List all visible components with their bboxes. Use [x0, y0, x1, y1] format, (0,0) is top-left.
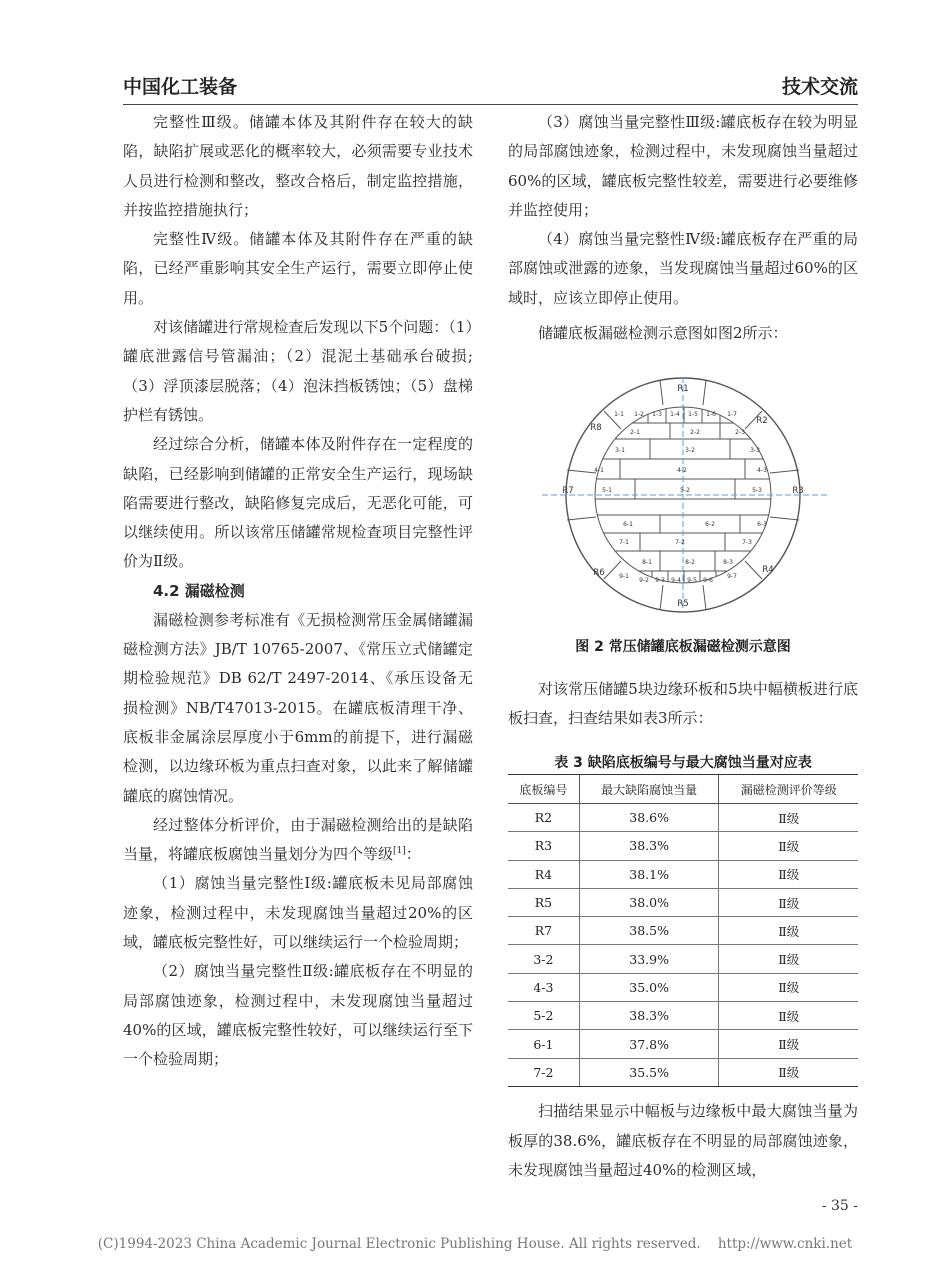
- corrosion-cell: 35.5%: [579, 1058, 719, 1086]
- plate-label: 8-2: [685, 559, 695, 566]
- table-header-row: [508, 775, 858, 804]
- plate-label: 7-3: [742, 539, 752, 546]
- rim-label: R5: [677, 599, 689, 609]
- corrosion-cell: 35.0%: [579, 973, 719, 1001]
- scan-paragraph-block: [508, 675, 858, 733]
- plate-label: 7-2: [675, 539, 685, 546]
- result-paragraph: 扫描结果显示中幅板与边缘板中最大腐蚀当量为板厚的38.6%，罐底板存在不明显的局部腐蚀迹象，未发现腐蚀当量超过40%的检测区域，: [508, 1102, 858, 1179]
- rim-label: R7: [562, 486, 574, 496]
- grade-cell: Ⅱ级: [719, 945, 858, 973]
- result-paragraph-block: [508, 1097, 858, 1186]
- plate-label: 9-1: [619, 573, 629, 580]
- plate-id-cell: 3-2: [508, 945, 579, 973]
- plate-label: 1-3: [652, 411, 662, 418]
- table-title: 表 3 缺陷底板编号与最大腐蚀当量对应表: [554, 755, 812, 771]
- plate-label: 1-1: [614, 411, 624, 418]
- plate-label: 9-2: [639, 577, 649, 584]
- plate-label: 5-2: [680, 487, 690, 494]
- centerlines: [542, 377, 828, 613]
- plate-labels: [594, 411, 767, 584]
- plate-label: 1-5: [688, 411, 698, 418]
- table-row: [508, 1002, 858, 1030]
- plate-label: 1-7: [727, 411, 737, 418]
- plate-label: 9-3: [655, 577, 665, 584]
- plate-label: 1-2: [634, 411, 644, 418]
- corrosion-cell: 33.9%: [579, 945, 719, 973]
- plate-id-cell: 5-2: [508, 1002, 579, 1030]
- grade-cell: Ⅱ级: [719, 973, 858, 1001]
- paragraph: [123, 811, 473, 870]
- figure-intro: 储罐底板漏磁检测示意图如图2所示：: [538, 324, 788, 343]
- table-row: [508, 1030, 858, 1058]
- rim-label: R8: [590, 423, 602, 433]
- plate-label: 8-3: [723, 559, 733, 566]
- paragraph: 漏磁检测参考标准有《无损检测常压金属储罐漏磁检测方法》JB/T 10765-2007、《常压立式储罐定期检验规范》DB 62/T 2497-2014、《承压设备无损检测》NB/T47013-2015。在罐底板清理干净、底板非金属涂层厚度小于6mm的前提下，进行漏磁检测，以边缘环板为重点扫查对象，以此来了解储罐罐底的腐蚀情况。: [123, 610, 473, 805]
- corrosion-cell: 38.3%: [579, 832, 719, 860]
- corrosion-cell: 38.0%: [579, 888, 719, 916]
- table-row: [508, 973, 858, 1001]
- plate-label: 1-4: [670, 411, 680, 418]
- rim-label: R3: [792, 486, 804, 496]
- page-number: - 35 -: [821, 1198, 858, 1214]
- figure-caption: 图 2 常压储罐底板漏磁检测示意图: [575, 639, 791, 655]
- plate-id-cell: 4-3: [508, 973, 579, 1001]
- table-row: [508, 1058, 858, 1086]
- plate-label: 3-2: [685, 447, 695, 454]
- plate-id-cell: R5: [508, 888, 579, 916]
- plate-id-cell: 6-1: [508, 1030, 579, 1058]
- plate-id-cell: R2: [508, 804, 579, 832]
- section-heading: 4.2 漏磁检测: [153, 581, 245, 600]
- grade-4-paragraph: （4）腐蚀当量完整性Ⅳ级:罐底板存在严重的局部腐蚀或泄露的迹象，当发现腐蚀当量超过60%的区域时，应该立即停止使用。: [508, 230, 858, 307]
- plate-label: 2-2: [690, 429, 700, 436]
- plate-label: 5-1: [602, 487, 612, 494]
- plate-label: 6-2: [705, 521, 715, 528]
- plate-id-cell: R4: [508, 860, 579, 888]
- plate-label: 2-3: [735, 429, 745, 436]
- table-row: [508, 917, 858, 945]
- paragraph-text: 经过整体分析评价，由于漏磁检测给出的是缺陷当量，将罐底板腐蚀当量划分为四个等级: [123, 815, 473, 864]
- plate-label: 4-2: [677, 467, 687, 474]
- grade-cell: Ⅱ级: [719, 832, 858, 860]
- citation: [1]: [393, 846, 406, 857]
- plate-label: 9-4: [671, 577, 681, 584]
- table-row: [508, 860, 858, 888]
- plate-label: 8-1: [642, 559, 652, 566]
- column-header: 最大缺陷腐蚀当量: [579, 775, 719, 804]
- paragraph: 对该储罐进行常规检查后发现以下5个问题：（1）罐底泄露信号管漏油；（2）混泥土基础承台破损;（3）浮顶漆层脱落；（4）泡沫挡板锈蚀；（5）盘梯护栏有锈蚀。: [123, 318, 473, 424]
- corrosion-cell: 37.8%: [579, 1030, 719, 1058]
- plate-id-cell: R3: [508, 832, 579, 860]
- plate-label: 6-3: [757, 521, 767, 528]
- grade-1-paragraph: （1）腐蚀当量完整性Ⅰ级:罐底板未见局部腐蚀迹象，检测过程中，未发现腐蚀当量超过20%的区域，罐底板完整性好，可以继续运行一个检验周期；: [123, 874, 473, 952]
- corrosion-cell: 38.3%: [579, 1002, 719, 1030]
- paragraph: 完整性Ⅳ级。储罐本体及其附件存在严重的缺陷，已经严重影响其安全生产运行，需要立即停止使用。: [123, 230, 473, 307]
- running-header: [123, 72, 858, 102]
- paragraph: 经过综合分析，储罐本体及附件存在一定程度的缺陷，已经影响到储罐的正常安全生产运行，现场缺陷需要进行整改，缺陷修复完成后，无恶化可能，可以继续使用。所以该常压储罐常规检查项目完整性评价为Ⅱ级。: [123, 435, 473, 571]
- grade-cell: Ⅱ级: [719, 888, 858, 916]
- table-row: [508, 945, 858, 973]
- corrosion-cell: 38.6%: [579, 804, 719, 832]
- right-column: [508, 108, 858, 348]
- plate-label: 3-3: [750, 447, 760, 454]
- paragraph-text: ：: [405, 845, 421, 864]
- plate-id-cell: R7: [508, 917, 579, 945]
- section-title: 技术交流: [781, 76, 858, 98]
- tank-bottom-diagram: [540, 375, 830, 615]
- rim-label: R1: [677, 384, 689, 394]
- corrosion-cell: 38.5%: [579, 917, 719, 945]
- table-row: [508, 804, 858, 832]
- grade-cell: Ⅱ级: [719, 804, 858, 832]
- left-column: [123, 108, 473, 1075]
- grade-cell: Ⅱ级: [719, 1030, 858, 1058]
- scan-paragraph: 对该常压储罐5块边缘环板和5块中幅横板进行底板扫查，扫查结果如表3所示：: [508, 680, 858, 727]
- column-header: 漏磁检测评价等级: [719, 775, 858, 804]
- journal-title: 中国化工装备: [123, 76, 238, 98]
- column-header: 底板编号: [508, 775, 579, 804]
- plate-label: 1-6: [706, 411, 716, 418]
- plate-label: 4-1: [594, 467, 604, 474]
- corrosion-table: [508, 774, 858, 1087]
- rim-label: R2: [756, 416, 768, 426]
- grade-cell: Ⅱ级: [719, 917, 858, 945]
- corrosion-cell: 38.1%: [579, 860, 719, 888]
- table-row: [508, 888, 858, 916]
- plate-label: 9-6: [703, 577, 713, 584]
- header-rule: [123, 104, 858, 105]
- plate-label: 6-1: [623, 521, 633, 528]
- table-row: [508, 832, 858, 860]
- grade-cell: Ⅱ级: [719, 860, 858, 888]
- grade-2-paragraph: （2）腐蚀当量完整性Ⅱ级:罐底板存在不明显的局部腐蚀迹象，检测过程中，未发现腐蚀当量超过40%的区域，罐底板完整性较好，可以继续运行至下一个检验周期；: [123, 962, 473, 1069]
- plate-label: 2-1: [630, 429, 640, 436]
- grade-3-paragraph: （3）腐蚀当量完整性Ⅲ级:罐底板存在较为明显的局部腐蚀迹象，检测过程中，未发现腐蚀当量超过60%的区域，罐底板完整性较差，需要进行必要维修并监控使用；: [508, 113, 858, 219]
- grade-cell: Ⅱ级: [719, 1058, 858, 1086]
- plate-label: 7-1: [619, 539, 629, 546]
- plate-label: 9-7: [727, 573, 737, 580]
- paragraph: 完整性Ⅲ级。储罐本体及其附件存在较大的缺陷，缺陷扩展或恶化的概率较大，必须需要专业技术人员进行检测和整改，整改合格后，制定监控措施，并按监控措施执行；: [123, 113, 473, 219]
- rim-label: R6: [593, 568, 605, 578]
- plate-label: 5-3: [752, 487, 762, 494]
- rim-label: R4: [762, 565, 774, 575]
- plate-label: 3-1: [615, 447, 625, 454]
- plate-label: 4-3: [757, 467, 767, 474]
- plate-id-cell: 7-2: [508, 1058, 579, 1086]
- grade-cell: Ⅱ级: [719, 1002, 858, 1030]
- plate-label: 9-5: [687, 577, 697, 584]
- copyright-footer: (C)1994-2023 China Academic Journal Electronic Publishing House. All rights reserved. http://www.cnki.net: [97, 1236, 853, 1252]
